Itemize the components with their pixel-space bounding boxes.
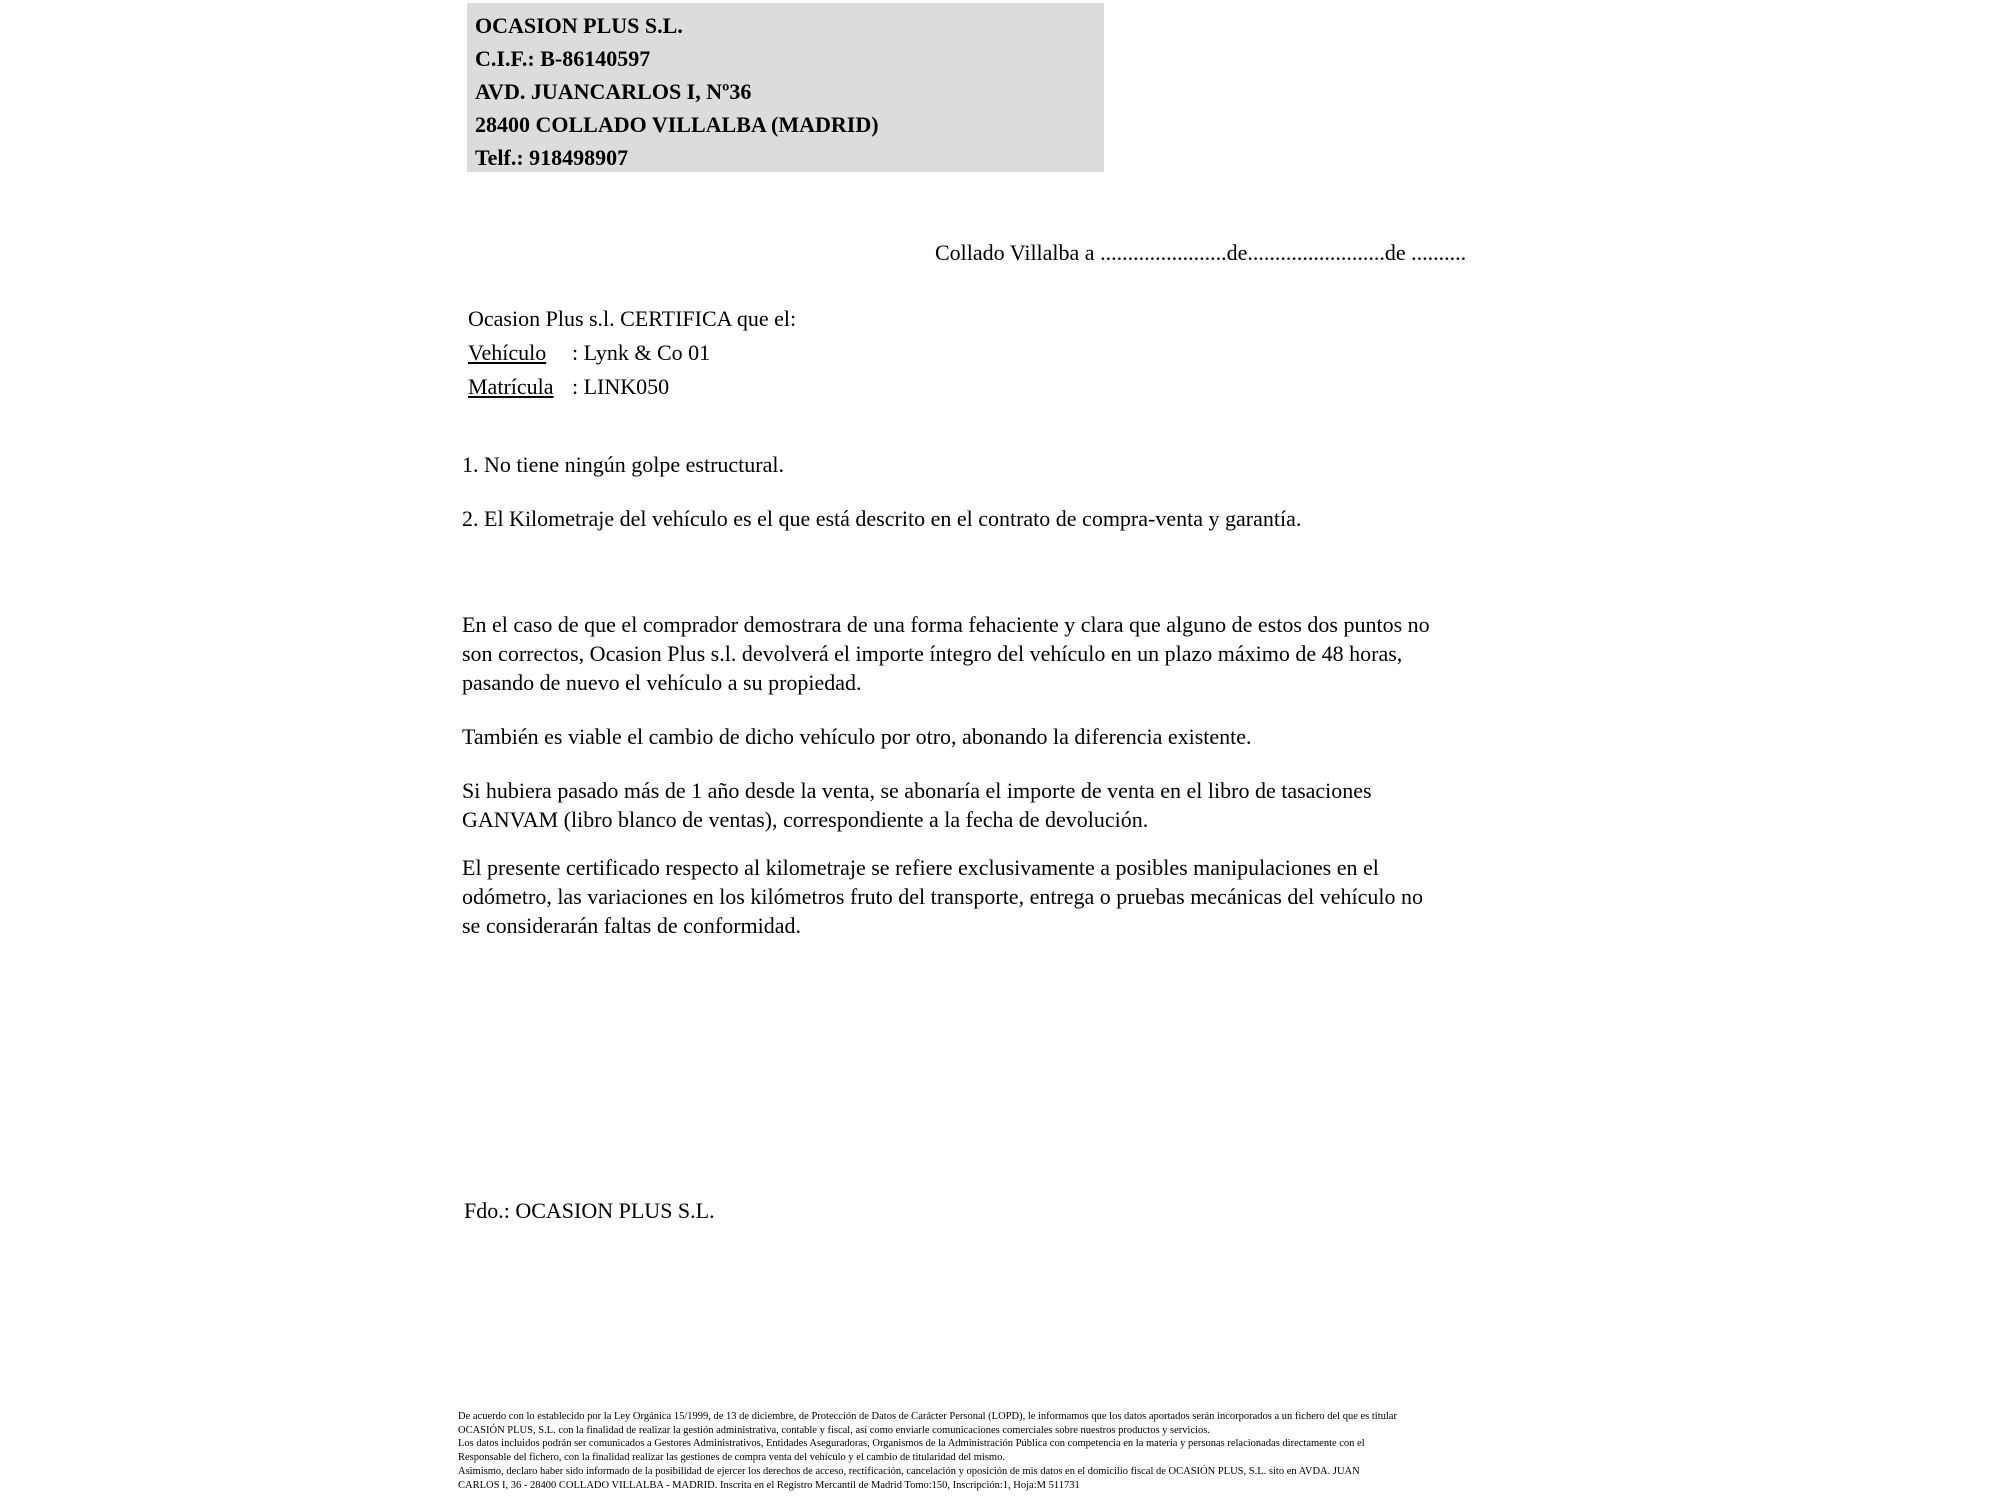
company-address: AVD. JUANCARLOS I, Nº36	[475, 79, 752, 104]
paragraph-odometer	[462, 853, 1423, 940]
vehicle-label: Vehículo	[468, 340, 547, 365]
legal-footer	[458, 1410, 1397, 1492]
plate-field	[468, 370, 796, 404]
company-phone: Telf.: 918498907	[475, 145, 629, 170]
company-header-box	[467, 3, 1104, 172]
place-date-line: Collado Villalba a .......................de.........................de ..........	[935, 240, 1467, 265]
plate-label: Matrícula	[468, 374, 554, 399]
company-cif: C.I.F.: B-86140597	[475, 46, 651, 71]
paragraph-line: GANVAM (libro blanco de ventas), correspondiente a la fecha de devolución.	[462, 807, 1149, 832]
paragraph-line: se considerarán faltas de conformidad.	[462, 913, 802, 938]
footer-line: Responsable del fichero, con la finalidad realizar las gestiones de compra venta del vehículo y el cambio de titularidad del mismo.	[458, 1452, 1005, 1464]
vehicle-value: : Lynk & Co 01	[572, 340, 711, 365]
paragraph-ganvam	[462, 776, 1372, 834]
paragraph-line: odómetro, las variaciones en los kilómetros fruto del transporte, entrega o pruebas mecánicas del vehículo no	[462, 884, 1423, 909]
footer-line: CARLOS I, 36 - 28400 COLLADO VILLALBA - MADRID. Inscrita en el Registro Mercantil de Madrid Tomo:150, Inscripción:1, Hoja:M 511731	[458, 1479, 1080, 1491]
paragraph-refund	[462, 610, 1430, 697]
footer-line: OCASIÓN PLUS, S.L. con la finalidad de realizar la gestión administrativa, contable y fiscal, así como enviarle comunicaciones comerciales sobre nuestros productos y servicios.	[458, 1424, 1210, 1436]
point-2: 2. El Kilometraje del vehículo es el que está descrito en el contrato de compra-venta y garantía.	[462, 506, 1302, 531]
paragraph-line: pasando de nuevo el vehículo a su propiedad.	[462, 670, 862, 695]
footer-line: Los datos incluidos podrán ser comunicados a Gestores Administrativos, Entidades Aseguradoras, Organismos de la Administración Pública con competencia en la materia y personas relacionadas directamente con el	[458, 1438, 1365, 1450]
vehicle-field	[468, 336, 796, 370]
footer-line: Asimismo, declaro haber sido informado de la posibilidad de ejercer los derechos de acceso, rectificación, cancelación y oposición de mis datos en el domicilio fiscal de OCASIÓN PLUS, S.L. sito en AVDA. JUAN	[458, 1465, 1360, 1477]
certification-block	[468, 302, 796, 404]
paragraph-exchange	[462, 722, 1252, 751]
vehicle-label-wrap	[468, 336, 572, 370]
point-1: 1. No tiene ningún golpe estructural.	[462, 452, 784, 477]
paragraph-line: son correctos, Ocasion Plus s.l. devolverá el importe íntegro del vehículo en un plazo máximo de 48 horas,	[462, 641, 1403, 666]
plate-value: : LINK050	[572, 374, 670, 399]
paragraph-line: Si hubiera pasado más de 1 año desde la venta, se abonaría el importe de venta en el libro de tasaciones	[462, 778, 1372, 803]
paragraph-line: También es viable el cambio de dicho vehículo por otro, abonando la diferencia existente.	[462, 724, 1252, 749]
signature-line: Fdo.: OCASION PLUS S.L.	[464, 1198, 715, 1223]
certification-intro: Ocasion Plus s.l. CERTIFICA que el:	[468, 306, 797, 331]
paragraph-line: En el caso de que el comprador demostrara de una forma fehaciente y clara que alguno de estos dos puntos no	[462, 612, 1430, 637]
paragraph-line: El presente certificado respecto al kilometraje se refiere exclusivamente a posibles manipulaciones en el	[462, 855, 1379, 880]
company-city: 28400 COLLADO VILLALBA (MADRID)	[475, 112, 879, 137]
company-name: OCASION PLUS S.L.	[475, 13, 683, 38]
plate-label-wrap	[468, 370, 572, 404]
footer-line: De acuerdo con lo establecido por la Ley Orgánica 15/1999, de 13 de diciembre, de Protección de Datos de Carácter Personal (LOPD), le informamos que los datos aportados serán incorporados a un fichero del que es titular	[458, 1411, 1397, 1422]
